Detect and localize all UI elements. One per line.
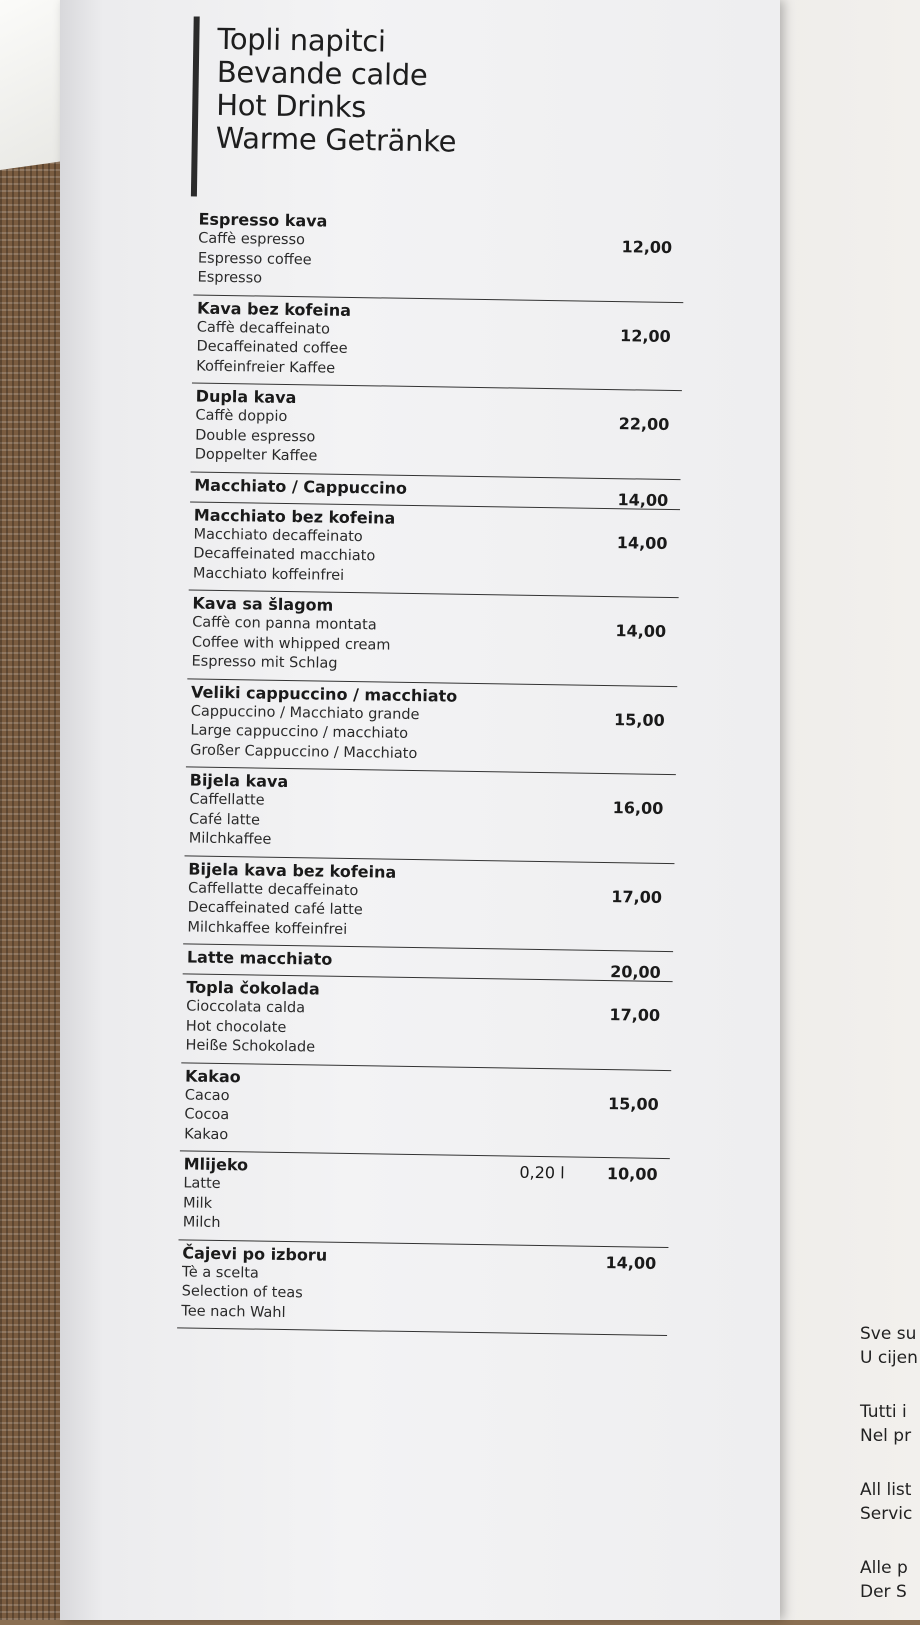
title-line-croatian: Topli napitci bbox=[217, 21, 386, 59]
item-translation: Decaffeinated macchiato bbox=[193, 545, 376, 565]
item-translation: Café latte bbox=[188, 810, 261, 829]
item-translation: Cacao bbox=[184, 1086, 230, 1104]
item-translation: Double espresso bbox=[195, 427, 316, 445]
item-translation: Cappuccino / Macchiato grande bbox=[190, 702, 420, 723]
title-line-german: Warme Getränke bbox=[215, 120, 457, 159]
menu-item bbox=[193, 206, 684, 302]
menu-item bbox=[191, 383, 682, 479]
menu-item bbox=[189, 502, 680, 598]
menu-page bbox=[60, 0, 780, 1620]
item-price: 12,00 bbox=[621, 237, 673, 257]
item-translation: Milchkaffee bbox=[188, 830, 272, 848]
item-translation: Selection of teas bbox=[181, 1283, 303, 1302]
item-name: Bijela kava bbox=[189, 770, 289, 792]
title-accent-bar bbox=[191, 16, 200, 196]
item-name: Kakao bbox=[184, 1065, 241, 1086]
item-price: 17,00 bbox=[609, 1005, 661, 1025]
item-translation: Decaffeinated coffee bbox=[196, 338, 348, 357]
item-name: Kava sa šlagom bbox=[192, 593, 334, 615]
item-translation: Kakao bbox=[184, 1125, 229, 1143]
next-page-line: Servic bbox=[860, 1504, 913, 1524]
next-menu-page bbox=[760, 0, 920, 1620]
item-name: Dupla kava bbox=[195, 386, 297, 408]
item-name: Čajevi po izboru bbox=[182, 1242, 328, 1265]
item-translation: Tè a scelta bbox=[181, 1263, 259, 1282]
item-translation: Heiße Schokolade bbox=[185, 1037, 316, 1056]
item-price: 14,00 bbox=[616, 532, 668, 553]
item-name: Kava bez kofeina bbox=[196, 298, 352, 320]
menu-page-content bbox=[35, 0, 780, 1625]
item-name: Bijela kava bez kofeina bbox=[188, 858, 397, 882]
item-translation: Macchiato koffeinfrei bbox=[192, 565, 345, 584]
item-name: Macchiato bez kofeina bbox=[193, 505, 396, 528]
item-translation: Espresso bbox=[197, 269, 263, 287]
item-translation: Milch bbox=[182, 1214, 221, 1232]
title-line-italian: Bevande calde bbox=[216, 54, 428, 93]
item-translation: Espresso coffee bbox=[197, 250, 312, 268]
menu-item bbox=[187, 590, 678, 686]
item-translation: Großer Cappuccino / Macchiato bbox=[190, 741, 418, 762]
next-page-line: Nel pr bbox=[860, 1426, 912, 1446]
next-page-line: Alle p bbox=[860, 1558, 908, 1578]
item-translation: Caffè doppio bbox=[195, 407, 288, 425]
item-translation: Macchiato decaffeinato bbox=[193, 526, 363, 545]
next-page-line: Sve su bbox=[860, 1324, 917, 1344]
menu-item bbox=[186, 679, 677, 775]
item-price: 17,00 bbox=[611, 886, 663, 907]
menu-item bbox=[177, 1240, 668, 1336]
menu-item bbox=[183, 856, 674, 952]
item-translation: Decaffeinated café latte bbox=[187, 899, 363, 919]
next-page-line: All list bbox=[860, 1480, 912, 1500]
item-translation: Milchkaffee koffeinfrei bbox=[187, 918, 348, 938]
item-price: 16,00 bbox=[612, 798, 664, 818]
item-translation: Caffellatte decaffeinato bbox=[187, 879, 359, 899]
item-translation: Caffè con panna montata bbox=[192, 614, 377, 634]
item-name: Topla čokolada bbox=[186, 977, 320, 999]
item-price: 22,00 bbox=[618, 414, 670, 434]
section-title bbox=[216, 23, 459, 159]
menu-item bbox=[192, 295, 683, 391]
menu-item bbox=[181, 974, 672, 1070]
item-translation: Tee nach Wahl bbox=[181, 1302, 286, 1321]
item-translation: Milk bbox=[182, 1194, 213, 1212]
item-price: 15,00 bbox=[613, 709, 665, 730]
title-line-english: Hot Drinks bbox=[216, 87, 367, 125]
item-translation: Hot chocolate bbox=[185, 1017, 287, 1036]
menu-item bbox=[178, 1151, 669, 1247]
item-price: 10,00 bbox=[606, 1164, 658, 1184]
item-price: 20,00 bbox=[610, 962, 661, 982]
menu-item bbox=[180, 1063, 671, 1159]
item-translation: Large cappuccino / macchiato bbox=[190, 722, 409, 742]
item-translation: Koffeinfreier Kaffee bbox=[196, 358, 336, 377]
item-name: Latte macchiato bbox=[186, 947, 333, 969]
item-price: 14,00 bbox=[615, 621, 667, 641]
item-translation: Latte bbox=[183, 1175, 221, 1193]
item-translation: Coffee with whipped cream bbox=[191, 633, 391, 654]
item-name: Veliki cappuccino / macchiato bbox=[190, 681, 458, 706]
item-name: Mlijeko bbox=[183, 1154, 249, 1175]
next-page-line: Der S bbox=[860, 1582, 907, 1602]
item-translation: Caffè espresso bbox=[198, 230, 306, 249]
next-page-line: Tutti i bbox=[860, 1402, 907, 1422]
item-translation: Cocoa bbox=[184, 1106, 230, 1124]
item-name: Macchiato / Cappuccino bbox=[194, 475, 408, 498]
item-name: Espresso kava bbox=[198, 209, 328, 231]
item-price: 12,00 bbox=[620, 325, 671, 346]
item-price: 15,00 bbox=[607, 1093, 659, 1114]
item-volume: 0,20 l bbox=[519, 1162, 565, 1183]
item-translation: Caffellatte bbox=[189, 791, 265, 809]
item-translation: Doppelter Kaffee bbox=[194, 446, 318, 465]
item-translation: Caffè decaffeinato bbox=[196, 319, 331, 338]
item-translation: Cioccolata calda bbox=[186, 998, 306, 1017]
menu-item bbox=[185, 767, 676, 863]
item-price: 14,00 bbox=[617, 489, 669, 510]
item-price: 14,00 bbox=[605, 1252, 657, 1273]
item-translation: Espresso mit Schlag bbox=[191, 653, 338, 672]
menu-list bbox=[177, 206, 685, 1336]
next-page-line: U cijen bbox=[860, 1348, 918, 1368]
